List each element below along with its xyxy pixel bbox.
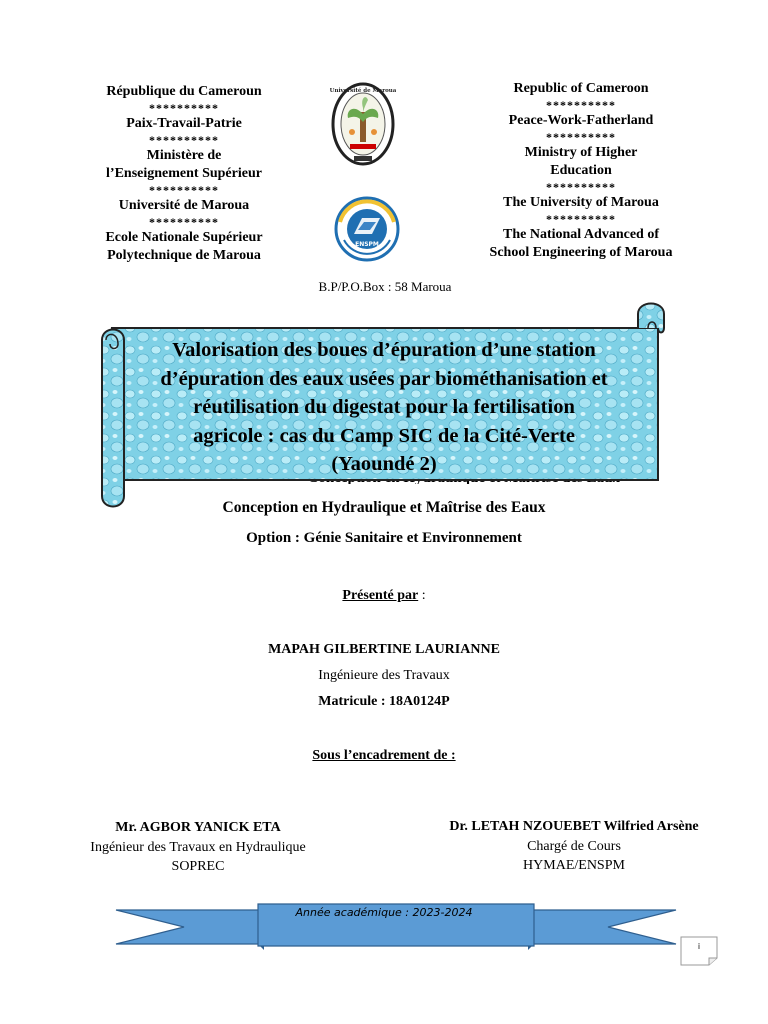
school-fr-line1: Ecole Nationale Supérieur <box>105 230 263 245</box>
university-logo <box>330 82 396 168</box>
title-line: (Yaoundé 2) <box>331 453 437 475</box>
university-fr: Université de Maroua <box>118 198 250 213</box>
school-logo-text: ENSPM <box>355 241 379 248</box>
motto-fr: Paix-Travail-Patrie <box>126 116 242 131</box>
presented-by <box>0 588 768 604</box>
title-line: d’épuration des eaux usées par biométhanisation et <box>160 367 608 390</box>
student-matricule: Matricule : 18A0124P <box>318 694 450 709</box>
separator-stars: ********** <box>149 215 219 229</box>
country-en: Republic of Cameroon <box>513 81 649 96</box>
ministry-fr-line2: l’Enseignement Supérieur <box>106 166 262 181</box>
page-number-box <box>680 936 718 966</box>
supervisor-name: Dr. LETAH NZOUEBET Wilfried Arsène <box>449 819 699 834</box>
ministry-fr-line1: Ministère de <box>146 148 222 163</box>
school-en-line2: School Engineering of Maroua <box>489 245 673 260</box>
po-box: B.P/P.O.Box : 58 Maroua <box>318 279 452 294</box>
separator-stars: ********** <box>546 180 616 194</box>
english-header <box>472 80 690 262</box>
country-fr: République du Cameroun <box>106 84 262 99</box>
school-logo <box>332 196 402 262</box>
supervisor-right <box>418 817 730 876</box>
specialty: Conception en Hydraulique et Maîtrise des Eaux <box>222 499 546 516</box>
school-en-line1: The National Advanced of <box>503 227 659 242</box>
motto-en: Peace-Work-Fatherland <box>508 113 654 128</box>
title-line: réutilisation du digestat pour la fertilisation <box>193 396 575 418</box>
supervisor-left <box>60 818 336 877</box>
supervision-heading <box>0 748 768 764</box>
supervision-label: Sous l’encadrement de : <box>312 748 456 763</box>
supervisor-role: Ingénieur des Travaux en Hydraulique <box>90 839 306 855</box>
separator-stars: ********** <box>546 98 616 112</box>
option: Option : Génie Sanitaire et Environnement <box>246 530 522 546</box>
university-logo-text: Université de Maroua <box>330 88 396 94</box>
page-number: i <box>697 942 701 951</box>
supervisor-role: Chargé de Cours <box>527 838 621 854</box>
school-fr-line2: Polytechnique de Maroua <box>107 248 261 263</box>
academic-year: Année académique : 2023-2024 <box>295 906 473 919</box>
french-header <box>88 83 280 265</box>
university-en: The University of Maroua <box>503 195 659 210</box>
page-corner-icon <box>680 936 718 966</box>
title-line: agricole : cas du Camp SIC de la Cité-Verte <box>193 424 575 447</box>
ministry-en-line1: Ministry of Higher <box>524 145 638 160</box>
student-name: MAPAH GILBERTINE LAURIANNE <box>268 642 500 657</box>
separator-stars: ********** <box>546 212 616 226</box>
supervisor-org: SOPREC <box>171 859 225 874</box>
ministry-en-line2: Education <box>550 163 612 178</box>
presented-suffix: : <box>418 588 426 603</box>
supervisor-org: HYMAE/ENSPM <box>523 858 625 873</box>
thesis-title <box>126 336 642 479</box>
supervisor-name: Mr. AGBOR YANICK ETA <box>115 820 281 835</box>
separator-stars: ********** <box>149 133 219 147</box>
presented-label: Présenté par <box>342 588 419 603</box>
separator-stars: ********** <box>149 101 219 115</box>
student-role: Ingénieure des Travaux <box>318 668 450 683</box>
separator-stars: ********** <box>546 130 616 144</box>
title-line: Valorisation des boues d’épuration d’une station <box>172 339 596 361</box>
separator-stars: ********** <box>149 183 219 197</box>
